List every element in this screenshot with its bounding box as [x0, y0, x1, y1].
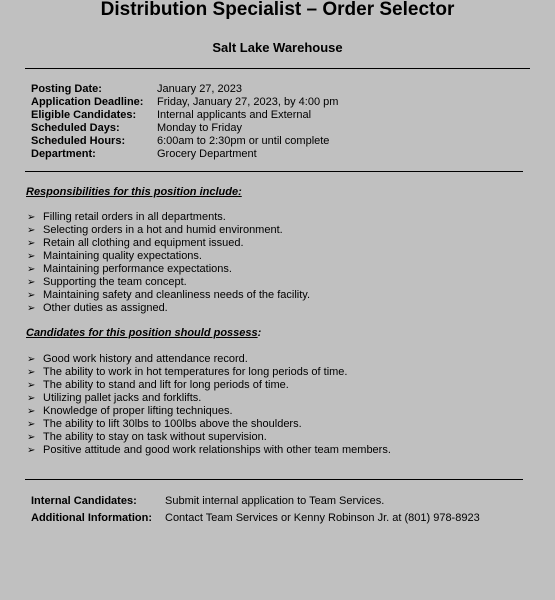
- info-value: Friday, January 27, 2023, by 4:00 pm: [157, 96, 339, 108]
- footer-value: Contact Team Services or Kenny Robinson Jr. at (801) 978-8923: [165, 512, 480, 524]
- arrow-bullet-icon: ➢: [27, 251, 36, 262]
- arrow-bullet-icon: ➢: [27, 354, 36, 365]
- divider-top: [25, 68, 530, 69]
- list-item: ➢ Utilizing pallet jacks and forklifts.: [27, 392, 202, 404]
- list-item: ➢ Maintaining quality expectations.: [27, 250, 202, 262]
- arrow-bullet-icon: ➢: [27, 212, 36, 223]
- responsibilities-heading: Responsibilities for this position include:: [26, 186, 242, 198]
- info-label: Department:: [31, 148, 96, 160]
- arrow-bullet-icon: ➢: [27, 225, 36, 236]
- list-item: ➢ Knowledge of proper lifting techniques.: [27, 405, 233, 417]
- footer-label: Additional Information:: [31, 512, 152, 524]
- list-item: ➢ The ability to stand and lift for long periods of time.: [27, 379, 289, 391]
- divider-middle: [25, 171, 523, 172]
- list-item: ➢ The ability to lift 30lbs to 100lbs above the shoulders.: [27, 418, 302, 430]
- scheduled-hours-row: [31, 135, 338, 148]
- info-value: 6:00am to 2:30pm or until complete: [157, 135, 330, 147]
- posting-date-row: [31, 83, 338, 96]
- scheduled-days-row: [31, 122, 338, 135]
- department-row: [31, 148, 338, 161]
- info-value: January 27, 2023: [157, 83, 243, 95]
- arrow-bullet-icon: ➢: [27, 393, 36, 404]
- list-item: ➢ Positive attitude and good work relationships with other team members.: [27, 444, 391, 456]
- candidates-heading: Candidates for this position should possess:: [26, 327, 262, 339]
- list-item: ➢ Retain all clothing and equipment issued.: [27, 237, 244, 249]
- list-item: ➢ Maintaining safety and cleanliness needs of the facility.: [27, 289, 311, 301]
- info-label: Posting Date:: [31, 83, 102, 95]
- arrow-bullet-icon: ➢: [27, 277, 36, 288]
- arrow-bullet-icon: ➢: [27, 290, 36, 301]
- application-deadline-row: [31, 96, 338, 109]
- arrow-bullet-icon: ➢: [27, 419, 36, 430]
- candidates-list: [27, 353, 391, 457]
- list-item: ➢ Maintaining performance expectations.: [27, 263, 232, 275]
- info-label: Eligible Candidates:: [31, 109, 137, 121]
- eligible-candidates-row: [31, 109, 338, 122]
- additional-information-row: [31, 510, 480, 527]
- list-item: ➢ Selecting orders in a hot and humid environment.: [27, 224, 283, 236]
- page-title: Distribution Specialist – Order Selector: [100, 0, 455, 20]
- arrow-bullet-icon: ➢: [27, 238, 36, 249]
- info-label: Scheduled Hours:: [31, 135, 126, 147]
- list-item: ➢ Filling retail orders in all departments.: [27, 211, 226, 223]
- internal-candidates-row: [31, 493, 480, 510]
- posting-details: [31, 83, 338, 161]
- responsibilities-list: [27, 211, 310, 315]
- info-value: Monday to Friday: [157, 122, 242, 134]
- list-item: ➢ Supporting the team concept.: [27, 276, 187, 288]
- arrow-bullet-icon: ➢: [27, 432, 36, 443]
- arrow-bullet-icon: ➢: [27, 367, 36, 378]
- footer-label: Internal Candidates:: [31, 495, 137, 507]
- list-item: ➢ Good work history and attendance record.: [27, 353, 248, 365]
- info-label: Application Deadline:: [31, 96, 144, 108]
- arrow-bullet-icon: ➢: [27, 406, 36, 417]
- arrow-bullet-icon: ➢: [27, 303, 36, 314]
- list-item: ➢ The ability to stay on task without supervision.: [27, 431, 267, 443]
- contact-details: [31, 493, 480, 527]
- arrow-bullet-icon: ➢: [27, 264, 36, 275]
- arrow-bullet-icon: ➢: [27, 380, 36, 391]
- info-value: Grocery Department: [157, 148, 257, 160]
- info-label: Scheduled Days:: [31, 122, 120, 134]
- location-subtitle: Salt Lake Warehouse: [212, 40, 343, 55]
- footer-value: Submit internal application to Team Services.: [165, 495, 385, 507]
- arrow-bullet-icon: ➢: [27, 445, 36, 456]
- divider-bottom: [25, 479, 523, 480]
- list-item: ➢ Other duties as assigned.: [27, 302, 168, 314]
- list-item: ➢ The ability to work in hot temperatures for long periods of time.: [27, 366, 348, 378]
- info-value: Internal applicants and External: [157, 109, 312, 121]
